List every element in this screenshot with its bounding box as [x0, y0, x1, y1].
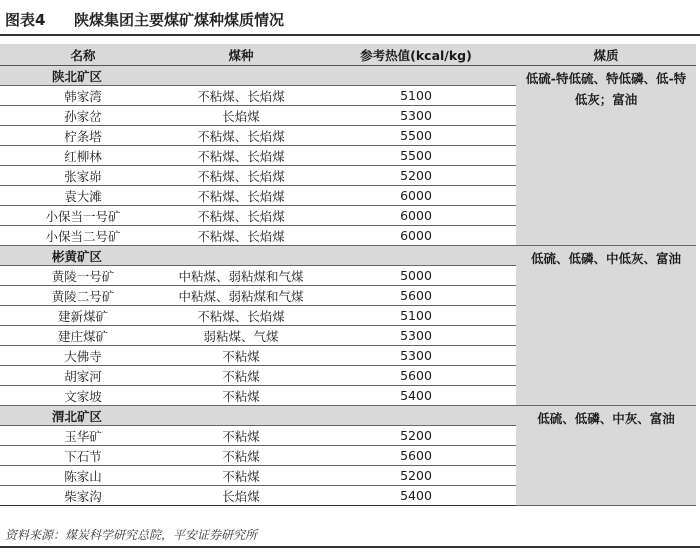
coal-type: 不粘煤、长焰煤	[166, 186, 316, 206]
bottom-rule	[0, 546, 700, 548]
region-row	[0, 246, 696, 266]
coal-type: 中粘煤、弱粘煤和气煤	[166, 266, 316, 286]
coal-type: 不粘煤	[166, 366, 316, 386]
header-heat-value: 参考热值(kcal/kg)	[316, 44, 516, 66]
region-name: 彬黄矿区	[0, 246, 166, 266]
region-empty-cell	[166, 406, 316, 426]
region-empty-cell	[166, 66, 316, 86]
mine-name: 陈家山	[0, 466, 166, 486]
mine-name: 小保当一号矿	[0, 206, 166, 226]
mine-name: 建庄煤矿	[0, 326, 166, 346]
coal-type: 弱粘煤、气煤	[166, 326, 316, 346]
heat-value: 5600	[316, 286, 516, 306]
mine-name: 张家峁	[0, 166, 166, 186]
figure-title: 陕煤集团主要煤矿煤种煤质情况	[74, 11, 285, 29]
region-empty-cell	[166, 246, 316, 266]
heat-value: 5300	[316, 106, 516, 126]
mine-name: 黄陵二号矿	[0, 286, 166, 306]
heat-value: 5300	[316, 346, 516, 366]
coal-type: 不粘煤、长焰煤	[166, 206, 316, 226]
region-row	[0, 66, 696, 86]
heat-value: 5400	[316, 386, 516, 406]
region-row	[0, 406, 696, 426]
figure-label: 图表4	[5, 11, 46, 29]
heat-value: 6000	[316, 186, 516, 206]
mine-name: 大佛寺	[0, 346, 166, 366]
heat-value: 6000	[316, 226, 516, 246]
region-empty-cell	[316, 406, 516, 426]
coal-type: 不粘煤	[166, 426, 316, 446]
mine-name: 玉华矿	[0, 426, 166, 446]
heat-value: 5400	[316, 486, 516, 506]
mine-name: 文家坡	[0, 386, 166, 406]
coal-type: 不粘煤	[166, 446, 316, 466]
coal-type: 不粘煤、长焰煤	[166, 146, 316, 166]
header-name: 名称	[0, 44, 166, 66]
header-coal-quality: 煤质	[516, 44, 696, 66]
heat-value: 5200	[316, 466, 516, 486]
mine-name: 胡家河	[0, 366, 166, 386]
coal-quality-cell: 低硫、低磷、中低灰、富油	[516, 246, 696, 406]
coal-mine-table	[0, 44, 696, 506]
coal-type: 不粘煤、长焰煤	[166, 166, 316, 186]
mine-name: 建新煤矿	[0, 306, 166, 326]
table-body	[0, 66, 696, 506]
mine-name: 袁大滩	[0, 186, 166, 206]
mine-name: 黄陵一号矿	[0, 266, 166, 286]
coal-type: 不粘煤、长焰煤	[166, 226, 316, 246]
coal-quality-cell: 低硫、低磷、中灰、富油	[516, 406, 696, 506]
mine-name: 韩家湾	[0, 86, 166, 106]
heat-value: 5500	[316, 126, 516, 146]
heat-value: 5100	[316, 86, 516, 106]
coal-type: 不粘煤	[166, 386, 316, 406]
coal-type: 不粘煤	[166, 346, 316, 366]
coal-type: 不粘煤、长焰煤	[166, 126, 316, 146]
coal-type: 长焰煤	[166, 486, 316, 506]
region-name: 渭北矿区	[0, 406, 166, 426]
mine-name: 红柳林	[0, 146, 166, 166]
coal-type: 不粘煤	[166, 466, 316, 486]
source-note: 资料来源：煤炭科学研究总院，平安证券研究所	[5, 528, 258, 542]
region-name: 陕北矿区	[0, 66, 166, 86]
heat-value: 5200	[316, 166, 516, 186]
heat-value: 5100	[316, 306, 516, 326]
heat-value: 5600	[316, 446, 516, 466]
coal-type: 中粘煤、弱粘煤和气煤	[166, 286, 316, 306]
region-empty-cell	[316, 66, 516, 86]
mine-name: 下石节	[0, 446, 166, 466]
heat-value: 5600	[316, 366, 516, 386]
region-empty-cell	[316, 246, 516, 266]
mine-name: 孙家岔	[0, 106, 166, 126]
table-header-row	[0, 44, 696, 66]
coal-type: 不粘煤、长焰煤	[166, 86, 316, 106]
figure-title-bar	[0, 0, 700, 36]
heat-value: 6000	[316, 206, 516, 226]
coal-quality-cell: 低硫-特低硫、特低磷、低-特低灰；富油	[516, 66, 696, 246]
heat-value: 5500	[316, 146, 516, 166]
header-coal-type: 煤种	[166, 44, 316, 66]
mine-name: 小保当二号矿	[0, 226, 166, 246]
mine-name: 柠条塔	[0, 126, 166, 146]
coal-type: 不粘煤、长焰煤	[166, 306, 316, 326]
mine-name: 柴家沟	[0, 486, 166, 506]
heat-value: 5300	[316, 326, 516, 346]
heat-value: 5000	[316, 266, 516, 286]
heat-value: 5200	[316, 426, 516, 446]
coal-type: 长焰煤	[166, 106, 316, 126]
